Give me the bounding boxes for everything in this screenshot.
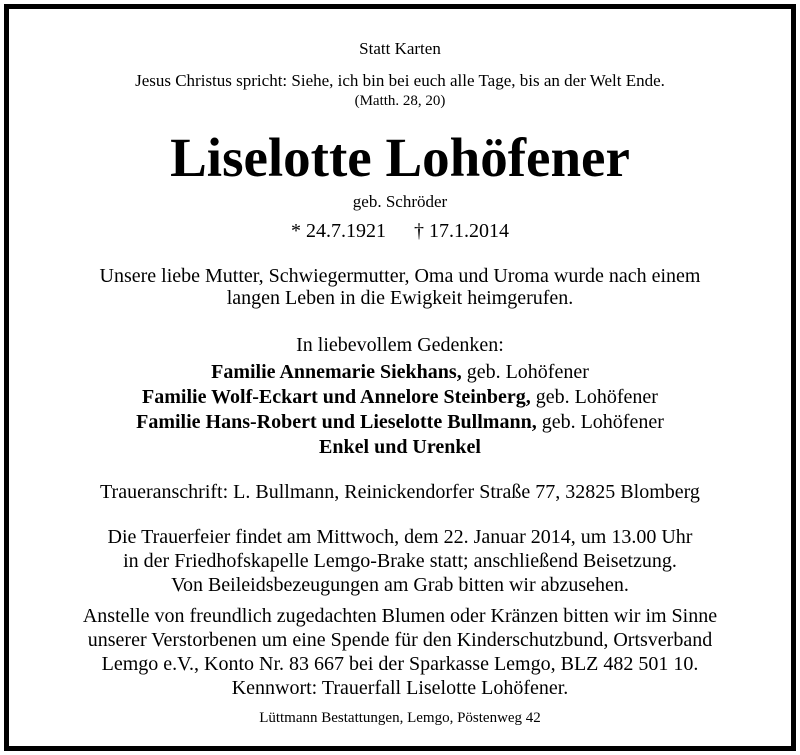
family-line (9, 387, 791, 407)
mourning-address: Traueranschrift: L. Bullmann, Reinickendorfer Straße 77, 32825 Blomberg (100, 481, 700, 503)
birth-date: * 24.7.1921 (291, 220, 386, 242)
family-suffix: geb. Lohöfener (536, 411, 664, 433)
funeral-line-3: Von Beileidsbezeugungen am Grab bitten wir abzusehen. (171, 574, 629, 596)
grandchildren: Enkel und Urenkel (319, 436, 481, 458)
deceased-name: Liselotte Lohöfener (170, 127, 630, 188)
donation-line-4: Kennwort: Trauerfall Liselotte Lohöfener. (231, 677, 569, 699)
donation-line-1: Anstelle von freundlich zugedachten Blumen oder Kränzen bitten wir im Sinne (82, 605, 718, 627)
announcement-line-1: Unsere liebe Mutter, Schwiegermutter, Oma und Uroma wurde nach einem (99, 265, 701, 287)
life-dates (9, 221, 791, 241)
funeral-home: Lüttmann Bestattungen, Lemgo, Pöstenweg 42 (259, 710, 541, 726)
family-name: Familie Hans-Robert und Lieselotte Bullmann, (136, 411, 537, 433)
family-suffix: geb. Lohöfener (461, 361, 589, 383)
family-line (9, 362, 791, 382)
mourners-intro: In liebevollem Gedenken: (296, 334, 504, 356)
obituary-frame (4, 4, 796, 751)
grandchildren-line (9, 437, 791, 457)
death-date: † 17.1.2014 (414, 220, 509, 242)
verse-reference: (Matth. 28, 20) (354, 93, 446, 109)
family-suffix: geb. Lohöfener (530, 386, 658, 408)
statt-karten: Statt Karten (359, 39, 441, 58)
funeral-line-1: Die Trauerfeier findet am Mittwoch, dem 22. Januar 2014, um 13.00 Uhr (107, 526, 693, 548)
donation-line-3: Lemgo e.V., Konto Nr. 83 667 bei der Sparkasse Lemgo, BLZ 482 501 10. (101, 653, 699, 675)
family-name: Familie Wolf-Eckart und Annelore Steinberg, (142, 386, 531, 408)
family-line (9, 412, 791, 432)
bible-verse: Jesus Christus spricht: Siehe, ich bin bei euch alle Tage, bis an der Welt Ende. (135, 71, 665, 90)
funeral-line-2: in der Friedhofskapelle Lemgo-Brake statt; anschließend Beisetzung. (123, 550, 677, 572)
maiden-name: geb. Schröder (352, 192, 448, 211)
donation-line-2: unserer Verstorbenen um eine Spende für den Kinderschutzbund, Ortsverband (87, 629, 713, 651)
family-name: Familie Annemarie Siekhans, (211, 361, 462, 383)
announcement-line-2: langen Leben in die Ewigkeit heimgerufen. (226, 287, 574, 309)
